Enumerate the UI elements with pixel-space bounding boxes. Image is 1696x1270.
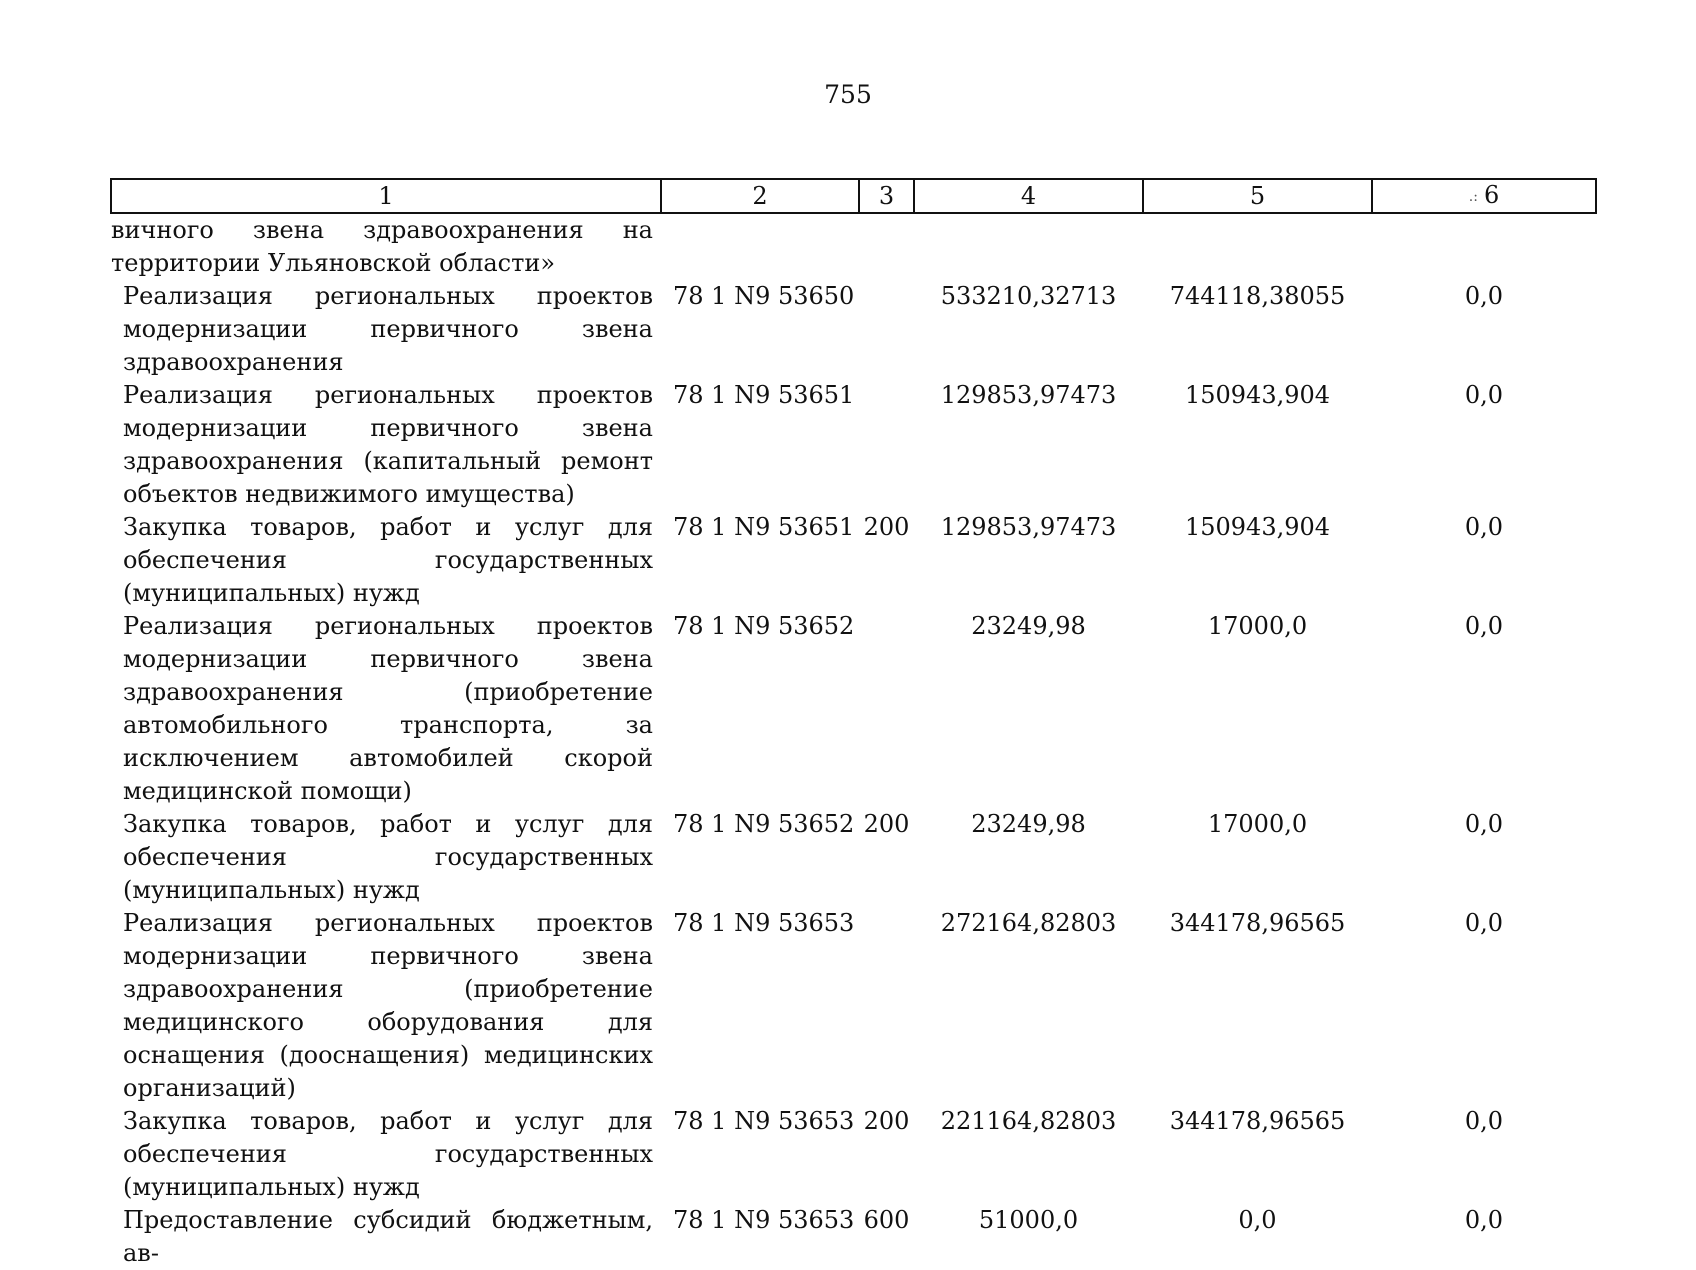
- column-header-1: 1: [111, 179, 661, 213]
- table-row: [111, 1105, 1596, 1204]
- row-value-6: [1372, 213, 1596, 280]
- page-number: 755: [824, 80, 872, 109]
- column-header-6-label: 6: [1483, 181, 1500, 209]
- row-value-5: 17000,0: [1207, 611, 1308, 640]
- row-description: Предоставление субсидий бюджетным, ав-: [123, 1205, 653, 1267]
- row-description: Реализация региональных проектов модернизации первичного звена здравоохранения (капитальный ремонт объектов недвижимого имущества): [123, 380, 653, 508]
- row-description: вичного звена здравоохранения на территории Ульяновской области»: [111, 215, 653, 277]
- budget-table: [110, 178, 1597, 1270]
- row-kind: [859, 610, 914, 808]
- table-row: [111, 907, 1596, 1105]
- budget-table-wrapper: [110, 178, 1595, 1270]
- row-value-5: 0,0: [1238, 1205, 1277, 1234]
- row-description: Реализация региональных проектов модернизации первичного звена здравоохранения: [123, 281, 653, 376]
- row-code: 78 1 N9 53653: [673, 1106, 855, 1135]
- row-value-6: 0,0: [1464, 512, 1504, 541]
- row-code: 78 1 N9 53651: [673, 512, 855, 541]
- row-value-6: 0,0: [1464, 1205, 1504, 1234]
- row-value-5: 744118,38055: [1169, 281, 1346, 310]
- row-code: 78 1 N9 53651: [673, 380, 855, 409]
- row-kind: 600: [863, 1205, 910, 1234]
- row-code: 78 1 N9 53650: [673, 281, 855, 310]
- row-value-6: 0,0: [1464, 809, 1504, 838]
- table-row: [111, 280, 1596, 379]
- row-code: [661, 213, 859, 280]
- row-value-4: 23249,98: [971, 809, 1086, 838]
- row-value-5: [1143, 213, 1372, 280]
- table-row: [111, 213, 1596, 280]
- table-row: [111, 610, 1596, 808]
- row-code: 78 1 N9 53653: [673, 908, 855, 937]
- row-value-6: 0,0: [1464, 908, 1504, 937]
- row-kind: [859, 907, 914, 1105]
- table-row: [111, 379, 1596, 511]
- column-header-2: 2: [661, 179, 859, 213]
- row-description: Закупка товаров, работ и услуг для обеспечения государственных (муниципальных) нужд: [123, 512, 653, 607]
- row-value-6: 0,0: [1464, 611, 1504, 640]
- column-header-5: 5: [1143, 179, 1372, 213]
- row-value-4: 129853,97473: [940, 512, 1117, 541]
- row-value-5: 17000,0: [1207, 809, 1308, 838]
- row-kind: [859, 379, 914, 511]
- row-value-4: 23249,98: [971, 611, 1086, 640]
- row-value-6: 0,0: [1464, 281, 1504, 310]
- row-code: 78 1 N9 53653: [673, 1205, 855, 1234]
- row-value-4: 533210,32713: [940, 281, 1117, 310]
- row-value-5: 344178,96565: [1169, 908, 1346, 937]
- row-value-4: [914, 213, 1143, 280]
- row-kind: 200: [863, 1106, 910, 1135]
- column-header-3: 3: [859, 179, 914, 213]
- row-kind: 200: [863, 809, 910, 838]
- column-header-6: [1372, 179, 1596, 213]
- row-value-6: 0,0: [1464, 1106, 1504, 1135]
- row-value-4: 51000,0: [978, 1205, 1079, 1234]
- row-value-4: 129853,97473: [940, 380, 1117, 409]
- row-value-4: 272164,82803: [940, 908, 1117, 937]
- row-description: Закупка товаров, работ и услуг для обеспечения государственных (муниципальных) нужд: [123, 1106, 653, 1201]
- row-code: 78 1 N9 53652: [673, 611, 855, 640]
- row-kind: 200: [863, 512, 910, 541]
- column-header-4: 4: [914, 179, 1143, 213]
- row-value-4: 221164,82803: [940, 1106, 1117, 1135]
- row-kind: [859, 280, 914, 379]
- row-description: Реализация региональных проектов модернизации первичного звена здравоохранения (приобретение медицинского оборудования для оснащения (дооснащения) медицинских организаций): [123, 908, 653, 1102]
- row-description: Закупка товаров, работ и услуг для обеспечения государственных (муниципальных) нужд: [123, 809, 653, 904]
- row-value-6: 0,0: [1464, 380, 1504, 409]
- table-header-row: [111, 179, 1596, 213]
- table-row: [111, 1204, 1596, 1270]
- table-row: [111, 808, 1596, 907]
- row-kind: [859, 213, 914, 280]
- row-description: Реализация региональных проектов модернизации первичного звена здравоохранения (приобретение автомобильного транспорта, за исключением автомобилей скорой медицинской помощи): [123, 611, 653, 805]
- row-code: 78 1 N9 53652: [673, 809, 855, 838]
- table-row: [111, 511, 1596, 610]
- scan-mark: .:: [1468, 188, 1478, 205]
- row-value-5: 150943,904: [1184, 512, 1331, 541]
- row-value-5: 344178,96565: [1169, 1106, 1346, 1135]
- row-value-5: 150943,904: [1184, 380, 1331, 409]
